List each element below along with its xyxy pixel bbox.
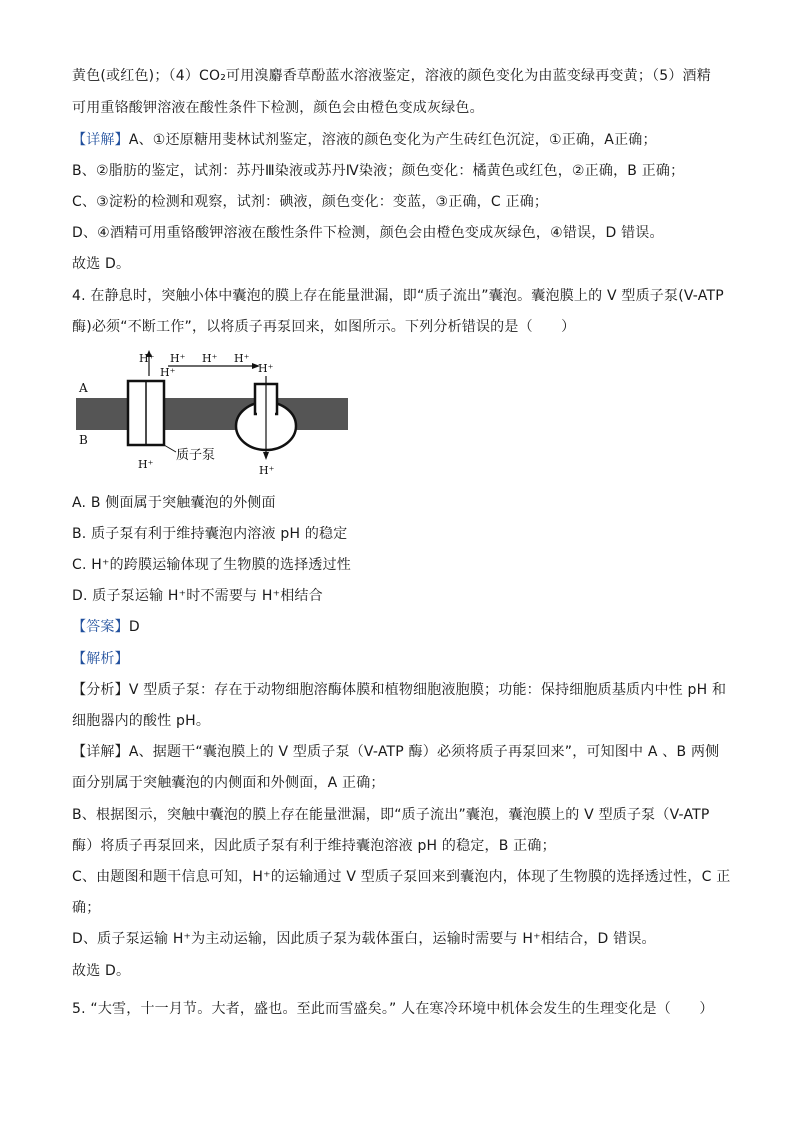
text-line: 细胞器内的酸性 pH。 — [72, 713, 211, 729]
text-line: C、③淀粉的检测和观察，试剂：碘液，颜色变化：变蓝，③正确，C 正确； — [72, 194, 549, 210]
side-b-label: B — [79, 433, 88, 447]
text-line — [72, 130, 657, 150]
h-plus-label: H⁺ — [259, 464, 275, 477]
answer-value: D — [128, 619, 140, 635]
text-line: D、④酒精可用重铬酸钾溶液在酸性条件下检测，颜色会由橙色变成灰绿色，④错误，D 错误。 — [72, 225, 664, 241]
text-span: A、据题干“囊泡膜上的 V 型质子泵（V-ATP 酶）必须将质子再泵回来”，可知图中 A 、B 两侧 — [128, 744, 720, 760]
analysis-tag: 【解析】 — [72, 651, 129, 667]
text-line: 故选 D。 — [72, 963, 131, 979]
proton-pump-diagram — [72, 346, 362, 486]
option-d: D. 质子泵运输 H⁺时不需要与 H⁺相结合 — [72, 588, 323, 604]
section-tag: 【详解】 — [72, 744, 129, 760]
h-plus-label: H⁺ — [138, 458, 154, 471]
membrane — [76, 398, 348, 430]
text-line: B、根据图示，突触中囊泡的膜上存在能量泄漏，即“质子流出”囊泡，囊泡膜上的 V 型质子泵（V-ATP — [72, 807, 710, 823]
pump-label: 质子泵 — [176, 448, 216, 463]
h-plus-label: H⁺ — [202, 352, 218, 365]
section-tag: 【分析】 — [72, 682, 129, 698]
section-tag: 【详解】 — [72, 132, 129, 148]
option-a: A. B 侧面属于突触囊泡的外侧面 — [72, 495, 276, 511]
answer-line — [72, 617, 140, 637]
h-plus-label: H⁺ — [170, 352, 186, 365]
text-line: 确； — [72, 900, 101, 916]
text-line: 酶）将质子再泵回来，因此质子泵有利于维持囊泡溶液 pH 的稳定，B 正确； — [72, 838, 556, 854]
h-plus-label: H⁺ — [258, 362, 274, 375]
text-line: C、由题图和题干信息可知，H⁺的运输通过 V 型质子泵回来到囊泡内，体现了生物膜的选择透过性，C 正 — [72, 869, 731, 885]
option-c: C. H⁺的跨膜运输体现了生物膜的选择透过性 — [72, 557, 351, 573]
side-a-label: A — [79, 381, 88, 395]
h-plus-label: H⁺ — [139, 352, 155, 365]
text-line — [72, 742, 719, 762]
answer-tag: 【答案】 — [72, 619, 129, 635]
h-plus-label: H⁺ — [160, 366, 176, 379]
question-5-line: 5. “大雪，十一月节。大者，盛也。至此而雪盛矣。” 人在寒冷环境中机体会发生的生理变化是（ ） — [72, 1001, 714, 1017]
text-line: 故选 D。 — [72, 256, 131, 272]
text-line: 黄色(或红色)；（4）CO₂可用溴麝香草酚蓝水溶液鉴定，溶液的颜色变化为由蓝变绿再变黄；（5）酒精 — [72, 68, 711, 84]
text-line — [72, 680, 726, 700]
text-span: V 型质子泵：存在于动物细胞溶酶体膜和植物细胞液胞膜；功能：保持细胞质基质内中性 pH 和 — [128, 682, 727, 698]
question-4-line: 4. 在静息时，突触小体中囊泡的膜上存在能量泄漏，即“质子流出”囊泡。囊泡膜上的 V 型质子泵(V-ATP — [72, 288, 724, 304]
text-line: 面分别属于突触囊泡的内侧面和外侧面，A 正确； — [72, 775, 385, 791]
text-line: D、质子泵运输 H⁺为主动运输，因此质子泵为载体蛋白，运输时需要与 H⁺相结合，D 错误。 — [72, 931, 656, 947]
h-plus-label: H⁺ — [234, 352, 250, 365]
text-span: A、①还原糖用斐林试剂鉴定，溶液的颜色变化为产生砖红色沉淀，①正确，A正确； — [128, 132, 657, 148]
text-line: B、②脂肪的鉴定，试剂：苏丹Ⅲ染液或苏丹Ⅳ染液；颜色变化：橘黄色或红色，②正确，B 正确； — [72, 163, 685, 179]
analysis-line — [72, 649, 129, 669]
text-line: 可用重铬酸钾溶液在酸性条件下检测，颜色会由橙色变成灰绿色。 — [72, 100, 484, 116]
question-4-line: 酶)必须“不断工作”，以将质子再泵回来，如图所示。下列分析错误的是（ ） — [72, 319, 576, 335]
option-b: B. 质子泵有利于维持囊泡内溶液 pH 的稳定 — [72, 526, 348, 542]
